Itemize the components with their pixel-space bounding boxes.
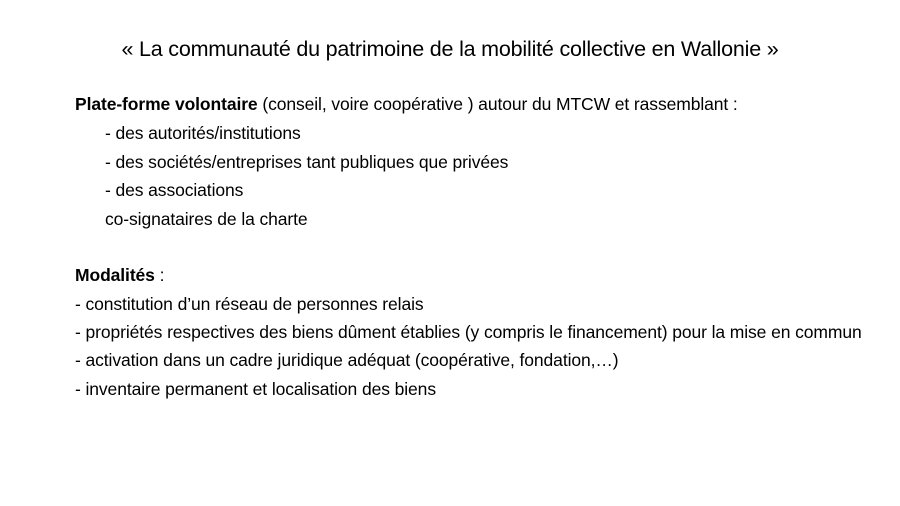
spacer — [75, 233, 865, 261]
modalities-heading — [75, 261, 865, 290]
member-item: - des sociétés/entreprises tant publiques que privées — [105, 151, 509, 172]
slide-body — [75, 94, 865, 403]
slide-title: « La communauté du patrimoine de la mobilité collective en Wallonie » — [121, 37, 779, 61]
intro-text: (conseil, voire coopérative ) autour du MTCW et rassemblant : — [257, 94, 738, 114]
modalities-list — [75, 290, 865, 404]
members-list — [75, 119, 865, 233]
modalities-heading-suffix: : — [154, 265, 165, 285]
member-item: - des associations — [105, 180, 244, 200]
modality-item: - constitution d’un réseau de personnes relais — [75, 293, 424, 314]
signatories-text: co-signataires de la charte — [105, 208, 308, 229]
member-item: - des autorités/institutions — [105, 123, 301, 143]
modality-item: - inventaire permanent et localisation des biens — [75, 378, 436, 399]
modality-item: - propriétés respectives des biens dûment établies (y compris le financement) pour la mise en commun — [75, 322, 862, 342]
intro-paragraph — [75, 94, 865, 114]
modalities-heading-text: Modalités — [75, 265, 155, 285]
modality-item: - activation dans un cadre juridique adéquat (coopérative, fondation,…) — [75, 350, 619, 370]
intro-bold-text: Plate-forme volontaire — [75, 94, 258, 114]
